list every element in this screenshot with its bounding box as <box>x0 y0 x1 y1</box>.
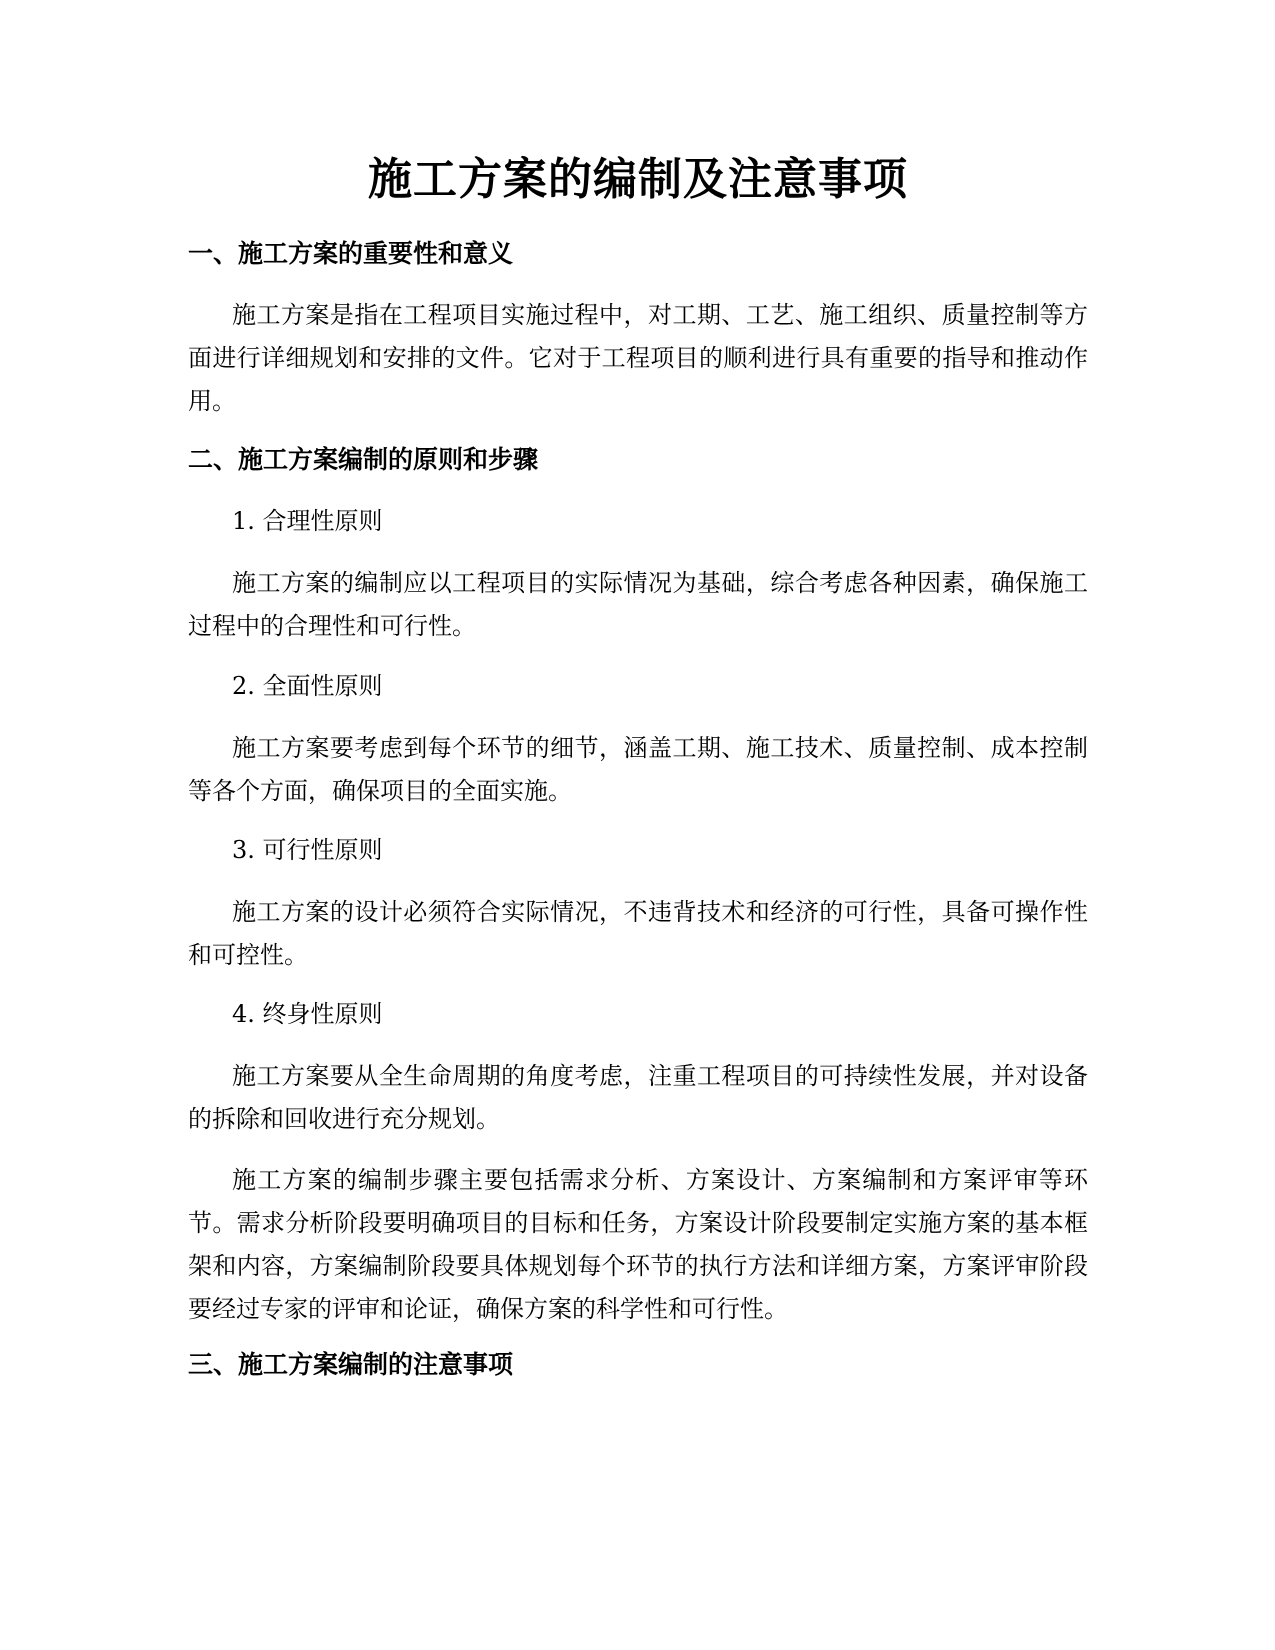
principle-3-title: 3. 可行性原则 <box>232 836 383 864</box>
section-heading-3: 三、施工方案编制的注意事项 <box>188 1350 514 1379</box>
principle-1-title: 1. 合理性原则 <box>232 507 383 535</box>
principle-4-text: 施工方案要从全生命周期的角度考虑，注重工程项目的可持续性发展，并对设备的拆除和回收进行充分规划。 <box>188 1062 1088 1133</box>
section-1-paragraph: 施工方案是指在工程项目实施过程中，对工期、工艺、施工组织、质量控制等方面进行详细规划和安排的文件。它对于工程项目的顺利进行具有重要的指导和推动作用。 <box>188 301 1088 415</box>
steps-paragraph: 施工方案的编制步骤主要包括需求分析、方案设计、方案编制和方案评审等环节。需求分析阶段要明确项目的目标和任务，方案设计阶段要制定实施方案的基本框架和内容，方案编制阶段要具体规划每个环节的执行方法和详细方案，方案评审阶段要经过专家的评审和论证，确保方案的科学性和可行性。 <box>188 1166 1088 1323</box>
document-page <box>188 0 1088 1650</box>
principle-3-text: 施工方案的设计必须符合实际情况，不违背技术和经济的可行性，具备可操作性和可控性。 <box>188 898 1088 969</box>
section-heading-2: 二、施工方案编制的原则和步骤 <box>188 445 539 474</box>
section-heading-1: 一、施工方案的重要性和意义 <box>188 239 514 268</box>
principle-2-text: 施工方案要考虑到每个环节的细节，涵盖工期、施工技术、质量控制、成本控制等各个方面，确保项目的全面实施。 <box>188 734 1088 805</box>
principle-2-title: 2. 全面性原则 <box>232 672 383 700</box>
principle-4-title: 4. 终身性原则 <box>232 1000 383 1028</box>
document-title: 施工方案的编制及注意事项 <box>368 154 908 205</box>
principle-1-text: 施工方案的编制应以工程项目的实际情况为基础，综合考虑各种因素，确保施工过程中的合理性和可行性。 <box>188 569 1088 640</box>
